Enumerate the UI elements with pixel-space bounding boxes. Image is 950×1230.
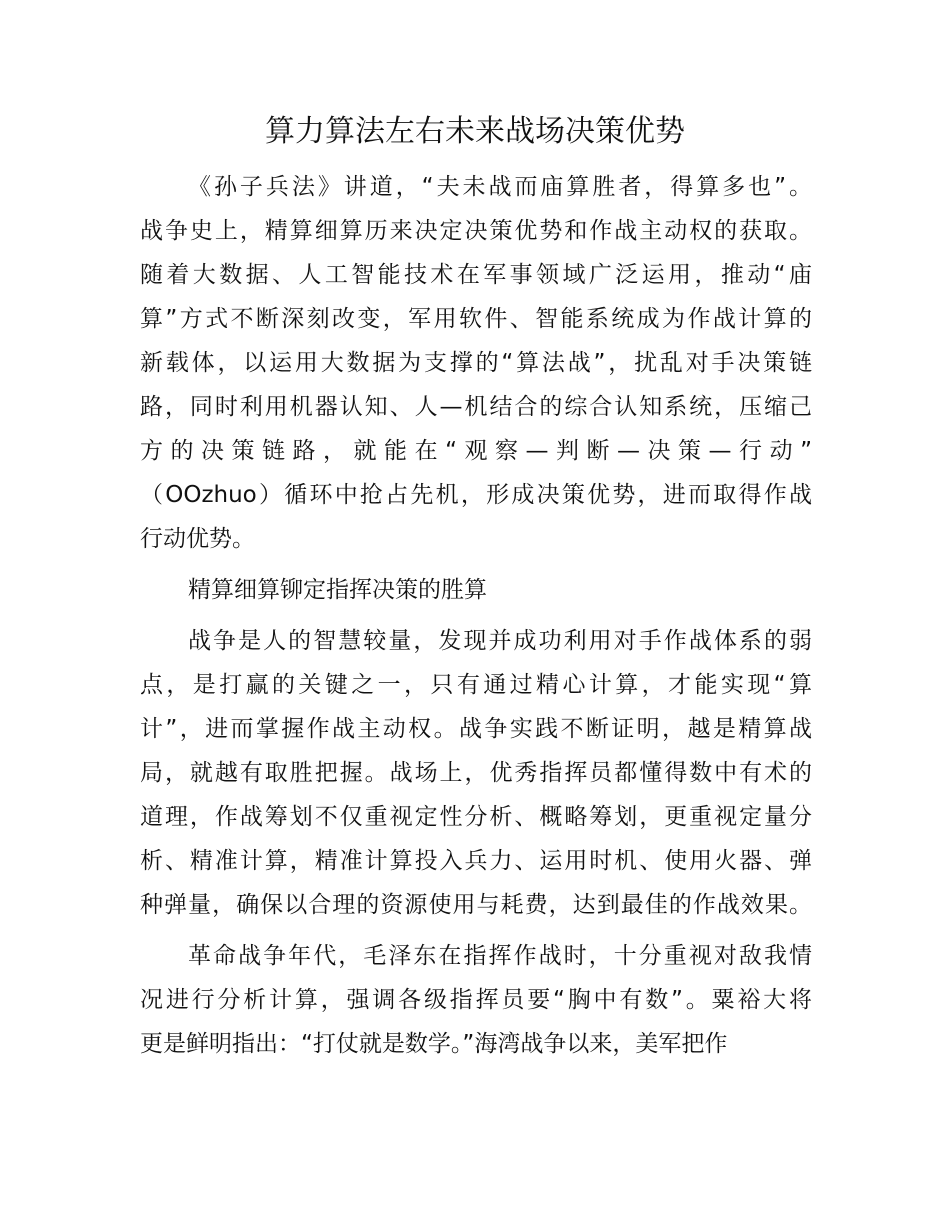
text-line: 战争史上，精算细算历来决定决策优势和作战主动权的获取。 [140, 218, 812, 244]
text-line: 革命战争年代，毛泽东在指挥作战时，十分重视对敌我情 [188, 943, 812, 969]
text-line: 析、精准计算，精准计算投入兵力、运用时机、使用火器、弹 [140, 848, 812, 874]
text-line: 行动优势。 [140, 526, 255, 552]
text-line: 计”，进而掌握作战主动权。战争实践不断证明，越是精算战 [140, 716, 812, 742]
text-line: 战争是人的智慧较量，发现并成功利用对手作战体系的弱 [188, 628, 812, 654]
text-line: 道理，作战筹划不仅重视定性分析、概略筹划，更重视定量分 [140, 804, 812, 830]
text-line: 方的决策链路，就能在“观察—判断—决策—行动” [140, 438, 812, 464]
text-line: 更是鲜明指出：“打仗就是数学。”海湾战争以来，美军把作 [140, 1031, 728, 1057]
text-line: （OOzhuo）循环中抢占先机，形成决策优势，进而取得作战 [140, 482, 812, 508]
page-title: 算力算法左右未来战场决策优势 [265, 114, 685, 149]
text-line: 算”方式不断深刻改变，军用软件、智能系统成为作战计算的 [140, 306, 812, 332]
text-line: 新载体，以运用大数据为支撑的“算法战”，扰乱对手决策链 [140, 350, 812, 376]
text-line: 种弹量，确保以合理的资源使用与耗费，达到最佳的作战效果。 [140, 892, 812, 918]
text-line: 局，就越有取胜把握。战场上，优秀指挥员都懂得数中有术的 [140, 760, 812, 786]
text-line: 点，是打赢的关键之一，只有通过精心计算，才能实现“算 [140, 672, 812, 698]
text-line: 况进行分析计算，强调各级指挥员要“胸中有数”。粟裕大将 [140, 987, 812, 1013]
text-line: 《孙子兵法》讲道，“夫未战而庙算胜者，得算多也”。 [188, 174, 812, 200]
text-line: 随着大数据、人工智能技术在军事领域广泛运用，推动“庙 [140, 262, 812, 288]
text-line: 路，同时利用机器认知、人—机结合的综合认知系统，压缩己 [140, 394, 812, 420]
section-heading: 精算细算铆定指挥决策的胜算 [188, 577, 487, 603]
